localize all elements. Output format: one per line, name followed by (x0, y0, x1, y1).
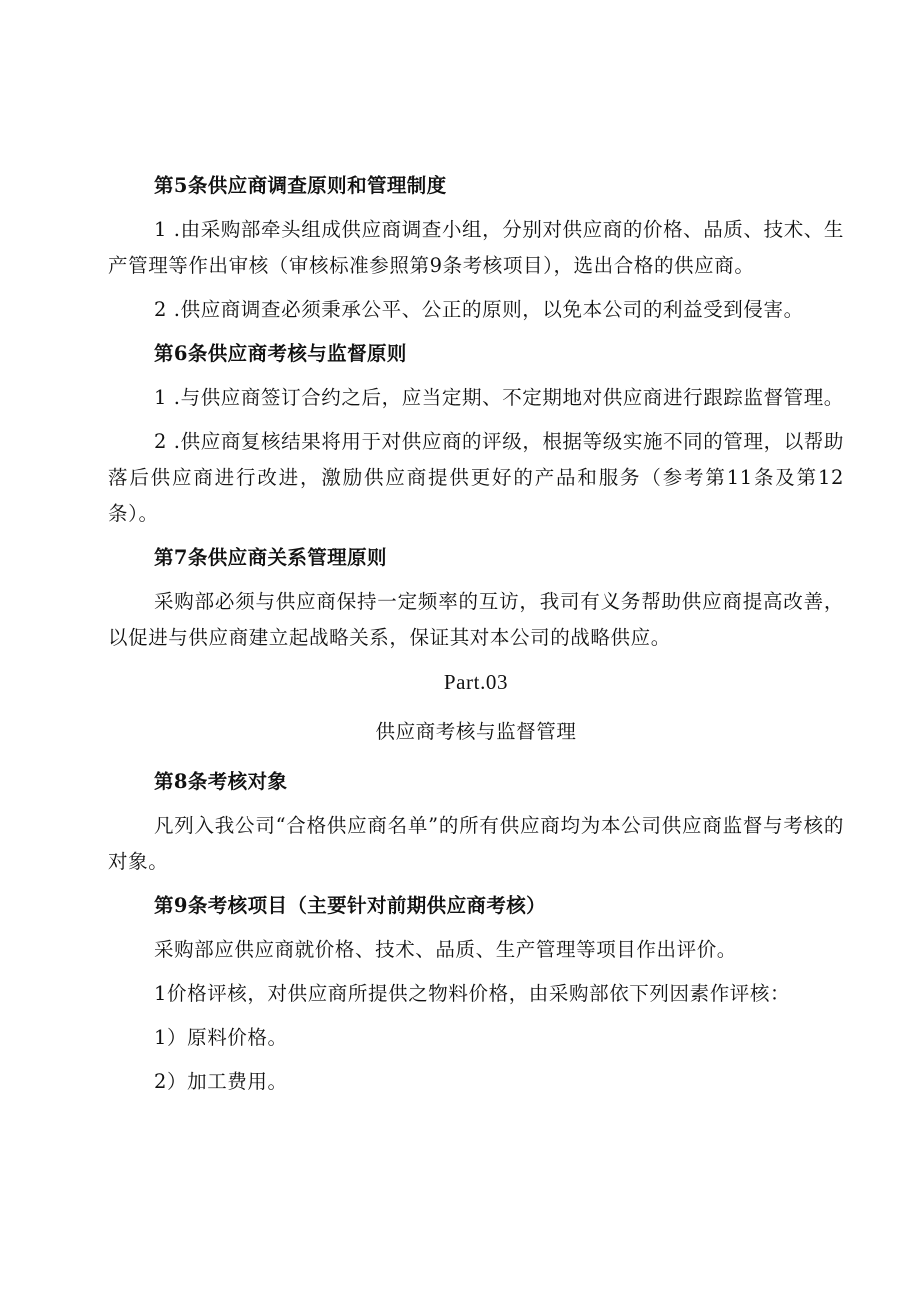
section-heading: 第7条供应商关系管理原则 (154, 546, 387, 569)
part-title: 供应商考核与监督管理 (375, 720, 577, 743)
paragraph: 2 .供应商调查必须秉承公平、公正的原则，以免本公司的利益受到侵害。 (154, 298, 804, 321)
document-page (108, 168, 844, 1108)
paragraph: 1 .与供应商签订合约之后，应当定期、不定期地对供应商进行跟踪监督管理。 (154, 386, 844, 409)
paragraph: 采购部必须与供应商保持一定频率的互访，我司有义务帮助供应商提高改善，以促进与供应商建立起战略关系，保证其对本公司的战略供应。 (108, 590, 844, 649)
section-heading: 第8条考核对象 (154, 770, 288, 793)
paragraph: 1 .由采购部牵头组成供应商调查小组，分别对供应商的价格、品质、技术、生产管理等作出审核（审核标准参照第9条考核项目），选出合格的供应商。 (108, 218, 844, 277)
section-heading: 第5条供应商调查原则和管理制度 (154, 174, 447, 197)
paragraph: 1价格评核，对供应商所提供之物料价格，由采购部依下列因素作评核： (154, 982, 791, 1005)
section-heading: 第9条考核项目（主要针对前期供应商考核） (154, 894, 547, 917)
section-heading: 第6条供应商考核与监督原则 (154, 342, 407, 365)
list-item: 2）加工费用。 (154, 1070, 288, 1093)
list-item: 1）原料价格。 (154, 1026, 288, 1049)
part-label: Part.03 (443, 670, 509, 694)
paragraph: 采购部应供应商就价格、技术、品质、生产管理等项目作出评价。 (154, 938, 737, 961)
paragraph: 凡列入我公司“合格供应商名单”的所有供应商均为本公司供应商监督与考核的对象。 (108, 814, 844, 873)
paragraph: 2 .供应商复核结果将用于对供应商的评级，根据等级实施不同的管理，以帮助落后供应商进行改进，激励供应商提供更好的产品和服务（参考第11条及第12条）。 (108, 430, 844, 525)
